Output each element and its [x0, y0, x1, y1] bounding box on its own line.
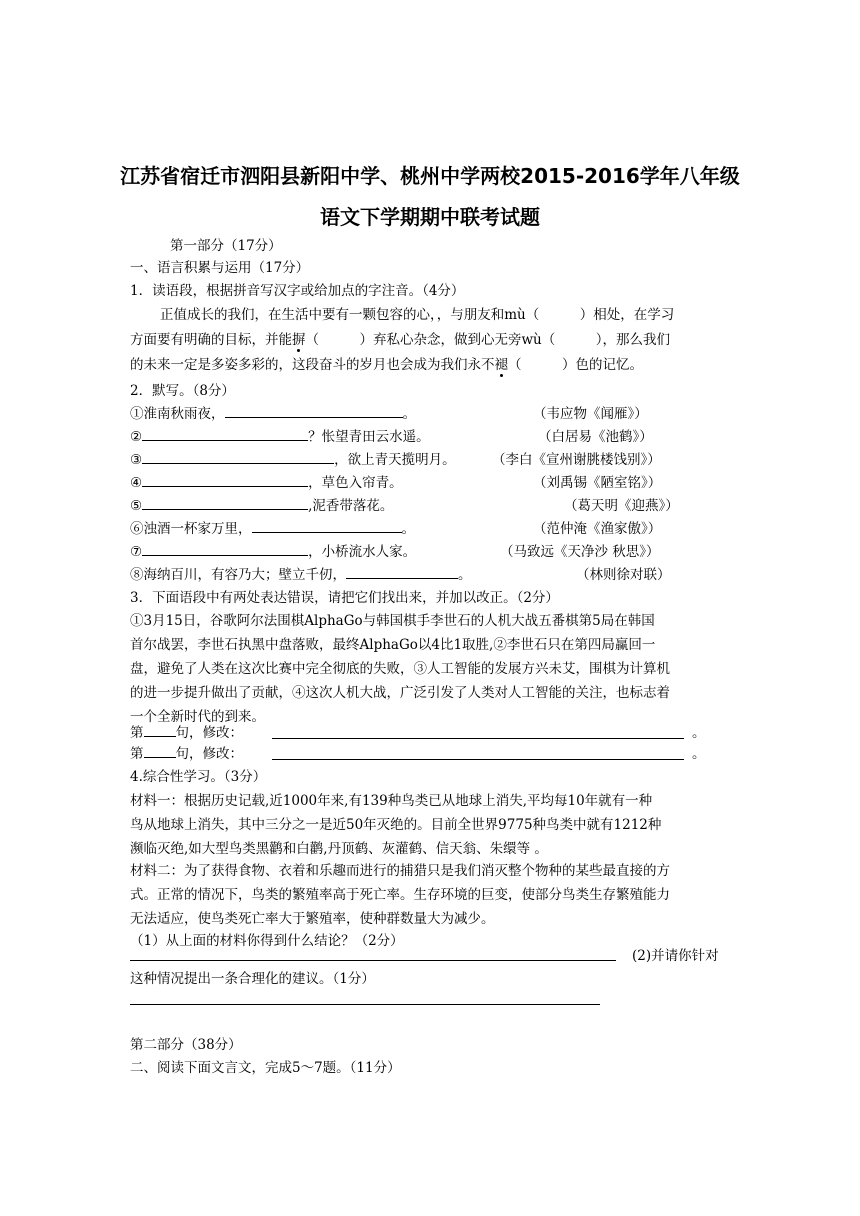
q2-item-4-source: （刘禹锡《陋室铭》）	[533, 475, 662, 491]
q2-item-3	[130, 451, 456, 469]
q3-line-1: ①3月15日，谷歌阿尔法围棋AlphaGo与韩国棋手李世石的人机大战五番棋第5局在韩国	[130, 613, 655, 629]
q1-line3	[130, 356, 643, 374]
q2-item-5-post: ,泥香带落花。	[308, 498, 394, 514]
q2-item-4-pre: ④	[130, 475, 143, 491]
q4-m2-line-2: 式。正常的情况下，鸟类的繁殖率高于死亡率。生存环境的巨变，使部分鸟类生存繁殖能力	[130, 887, 670, 903]
exam-title-line1: 江苏省宿迁市泗阳县新阳中学、桃州中学两校2015-2016学年八年级	[120, 164, 740, 188]
q2-item-1	[130, 405, 416, 423]
q1-prompt: 1．读语段，根据拼音写汉字或给加点的字注音。（4分）	[130, 283, 465, 299]
q4-prompt: 4.综合性学习。（3分）	[130, 769, 267, 785]
q2-item-8-pre: ⑧海纳百川，有容乃大；壁立千仞，	[130, 567, 346, 583]
q2-item-5-pre: ⑤	[130, 498, 143, 514]
q2-item-6-pre: ⑥浊酒一杯家万里，	[130, 521, 252, 537]
section2-heading: 二、阅读下面文言文，完成5～7题。（11分）	[130, 1060, 401, 1076]
q4-sub1-answer-line[interactable]	[130, 960, 616, 961]
q2-item-3-post: ，欲上青天揽明月。	[334, 452, 456, 468]
q2-item-5-blank[interactable]	[142, 497, 308, 510]
q4-sub2-a: (2)并请你针对	[632, 948, 719, 964]
q2-item-2-source: （白居易《池鹤》）	[538, 429, 653, 445]
q2-item-7-post: ，小桥流水人家。	[308, 544, 417, 560]
q1-line2	[130, 331, 670, 349]
q2-item-7-pre: ⑦	[130, 544, 143, 560]
q3-line-4: 的进一步提升做出了贡献，④这次人机大战，广泛引发了人类对人工智能的关注，也标志着	[130, 685, 670, 701]
q3-answer-1-fix-blank[interactable]	[272, 738, 684, 739]
q1-dotted-char-2: 褪	[494, 357, 508, 373]
q2-item-3-source: （李白《宣州谢朓楼饯别》）	[492, 452, 661, 468]
part2-heading: 第二部分（38分）	[130, 1037, 242, 1053]
q3-line-3: 盘，避免了人类在这次比赛中完全彻底的失败，③人工智能的发展方兴未艾，围棋为计算机	[130, 661, 670, 677]
section1-heading: 一、语言积累与运用（17分）	[130, 260, 310, 276]
q2-item-8-blank[interactable]	[346, 566, 458, 579]
q2-item-5-source: （葛天明《迎燕》）	[564, 498, 679, 514]
q2-item-7-source: （马致远《天净沙 秋思》）	[500, 544, 660, 560]
q3-line-5: 一个全新时代的到来。	[130, 709, 265, 725]
q3-prompt: 3．下面语段中有两处表达错误，请把它们找出来，并加以改正。（2分）	[130, 590, 559, 606]
q2-item-7-blank[interactable]	[142, 543, 308, 556]
q2-item-2-post: ？怅望青田云水遥。	[308, 429, 430, 445]
q2-item-6-source: （范仲淹《渔家傲》）	[533, 521, 662, 537]
q3-answer-1-end: 。	[692, 725, 706, 741]
q2-item-3-blank[interactable]	[142, 451, 334, 464]
q4-sub2-answer-line[interactable]	[130, 1004, 600, 1005]
q1-line2-text-b: （ ）弃私心杂念，做到心无旁wù（ ），那么我们	[305, 332, 670, 348]
q2-item-7	[130, 543, 416, 561]
q2-item-2-blank[interactable]	[142, 428, 308, 441]
q2-item-1-blank[interactable]	[225, 405, 403, 418]
q2-item-6-post: 。	[401, 521, 415, 537]
q2-item-6-blank[interactable]	[252, 520, 402, 533]
q2-item-4	[130, 474, 403, 492]
q2-item-1-post: 。	[402, 406, 416, 422]
q3-answer-1	[130, 724, 243, 742]
q4-sub2-b: 这种情况提出一条合理化的建议。（1分）	[130, 971, 375, 987]
q3-answer-2-end: 。	[692, 746, 706, 762]
q3-line-2: 首尔战罢，李世石执黑中盘落败，最终AlphaGo以4比1取胜,②李世石只在第四局赢回一	[130, 637, 656, 653]
q2-item-4-blank[interactable]	[142, 474, 308, 487]
q2-item-3-pre: ③	[130, 452, 143, 468]
part1-heading: 第一部分（17分）	[170, 238, 282, 254]
q4-m2-line-3: 无法适应，使鸟类死亡率大于繁殖率，使种群数量大为减少。	[130, 911, 495, 927]
q2-item-4-post: ，草色入帘青。	[308, 475, 403, 491]
exam-title-line2: 语文下学期期中联考试题	[320, 205, 540, 229]
q4-m1-line-3: 濒临灭绝,如大型鸟类黑鹳和白鹳,丹顶鹤、灰灌鹤、信天翁、朱缳等 。	[130, 841, 548, 857]
q3-answer-2-fix-blank[interactable]	[272, 759, 684, 760]
q2-item-8-post: 。	[458, 567, 472, 583]
q2-item-8-source: （林则徐对联）	[576, 567, 671, 583]
q1-line2-text-a: 方面要有明确的目标，并能	[130, 332, 292, 348]
q1-dotted-char-1: 摒	[292, 332, 306, 348]
q3-answer-2-number-blank[interactable]	[144, 745, 176, 758]
q1-line3-text-b: （ ）色的记忆。	[508, 357, 643, 373]
q4-m1-line-1: 材料一：根据历史记载,近1000年来,有139种鸟类已从地球上消失,平均每10年就有一种	[130, 793, 653, 809]
q3-answer-1-mid: 句，修改：	[175, 725, 243, 741]
q4-sub1: （1）从上面的材料你得到什么结论？（2分）	[130, 933, 404, 949]
q3-answer-2	[130, 745, 243, 763]
q3-answer-2-mid: 句，修改：	[175, 746, 243, 762]
q2-item-2-pre: ②	[130, 429, 143, 445]
q2-item-6	[130, 520, 415, 538]
q2-item-2	[130, 428, 430, 446]
q1-line3-text-a: 的未来一定是多姿多彩的，这段奋斗的岁月也会成为我们永不	[130, 357, 495, 373]
q3-answer-1-number-blank[interactable]	[144, 724, 176, 737]
q2-item-5	[130, 497, 393, 515]
q4-m1-line-2: 鸟从地球上消失，其中三分之一是近50年灭绝的。目前全世界9775种鸟类中就有1212种	[130, 817, 662, 833]
q4-m2-line-1: 材料二：为了获得食物、衣着和乐趣而进行的捕猎只是我们消灭整个物种的某些最直接的方	[130, 863, 670, 879]
q2-prompt: 2．默写。（8分）	[130, 383, 235, 399]
q1-line1: 正值成长的我们，在生活中要有一颗包容的心，，与朋友和mù（ ）相处，在学习	[160, 307, 675, 323]
q2-item-1-pre: ①淮南秋雨夜，	[130, 406, 225, 422]
q2-item-1-source: （韦应物《闻雁》）	[533, 406, 648, 422]
q3-answer-1-pre: 第	[130, 725, 144, 741]
q2-item-8	[130, 566, 472, 584]
q3-answer-2-pre: 第	[130, 746, 144, 762]
